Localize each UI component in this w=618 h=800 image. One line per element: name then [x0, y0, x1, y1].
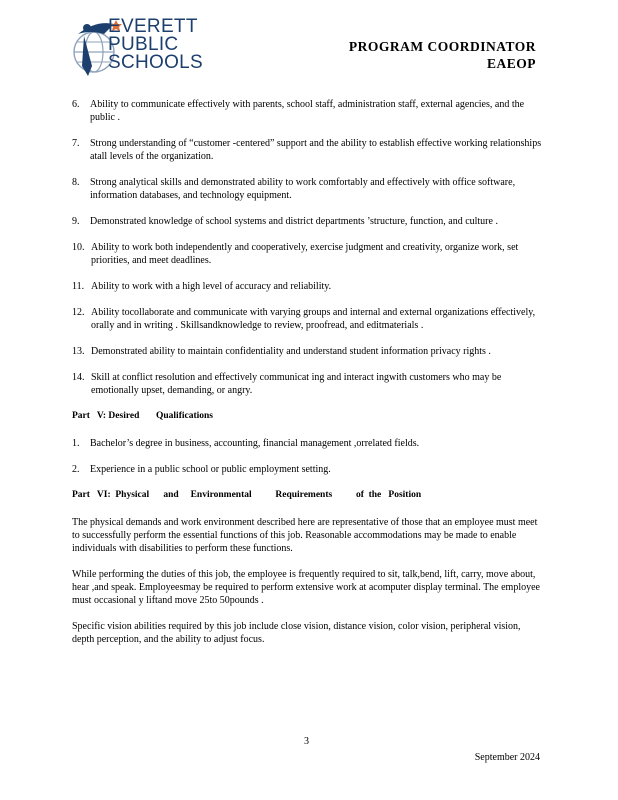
item-text: Ability to work both independently and cooperatively, exercise judgment and creativity, organize work, set priorities, and meet deadlines.: [91, 242, 519, 266]
desired-qualifications-list: [72, 437, 542, 476]
document-title: [349, 38, 536, 72]
item-number: 12.: [72, 307, 85, 318]
list-item: [72, 345, 542, 358]
logo-line-3: SCHOOLS: [108, 52, 204, 73]
item-text: Skill at conflict resolution and effectively communicat ing and interact ingwith customers who may be emotionally upset, demanding, or angry.: [91, 372, 502, 396]
list-item: [72, 176, 542, 202]
document-body: [72, 98, 542, 659]
item-text: Bachelor’s degree in business, accounting, financial management ,orrelated fields.: [90, 438, 420, 449]
paragraph: Specific vision abilities required by this job include close vision, distance vision, color vision, peripheral vision, depth perception, and the ability to adjust focus.: [72, 621, 521, 645]
paragraph: The physical demands and work environment described here are representative of those that an employee must meet to successfully perform the essential functions of this job. Reasonable accommodations may be made to enable individuals with disabilities to perform these functions.: [72, 517, 538, 554]
item-text: Ability to communicate effectively with parents, school staff, administration staff, external agencies, and the public .: [90, 99, 525, 123]
item-number: 8.: [72, 177, 80, 188]
item-number: 13.: [72, 346, 85, 357]
logo-line-1: EVERETT: [108, 16, 198, 37]
list-item: [72, 280, 542, 293]
list-item: [72, 306, 542, 332]
list-item: [72, 241, 542, 267]
list-item: [72, 137, 542, 163]
item-number: 2.: [72, 464, 80, 475]
item-text: Demonstrated ability to maintain confidentiality and understand student information privacy rights .: [91, 346, 491, 357]
item-number: 6.: [72, 99, 80, 110]
list-item: [72, 371, 542, 397]
item-number: 9.: [72, 216, 80, 227]
item-number: 7.: [72, 138, 80, 149]
list-item: [72, 437, 542, 450]
title-line-1: PROGRAM COORDINATOR: [348, 39, 536, 54]
item-text: Strong analytical skills and demonstrated ability to work comfortably and effectively with office software, information databases, and technology equipment.: [90, 177, 516, 201]
item-text: Ability tocollaborate and communicate with varying groups and internal and external organizations effectively, orally and in writing . Skillsandknowledge to review, proofread, and editmaterials .: [91, 307, 536, 331]
item-text: Strong understanding of “customer -centered” support and the ability to establish effective working relationships atall levels of the organization.: [90, 138, 542, 162]
list-item: [72, 463, 542, 476]
item-number: 11.: [72, 281, 85, 292]
paragraph: While performing the duties of this job, the employee is frequently required to sit, talk,bend, lift, carry, move about, hear ,and speak. Employeesmay be required to perform extensive work at acomputer display terminal. The employee must occasional y liftand move 25to 50pounds .: [72, 569, 540, 606]
logo-line-2: PUBLIC: [108, 34, 179, 55]
page-number: 3: [304, 736, 309, 747]
item-number: 14.: [72, 372, 85, 383]
title-line-2: EAEOP: [486, 56, 536, 71]
list-item: [72, 98, 542, 124]
section-heading-physical-requirements: Part VI: Physical and Environmental Requirements of the Position: [72, 490, 422, 500]
section-heading-desired-qualifications: Part V: Desired Qualifications: [72, 411, 214, 421]
item-text: Ability to work with a high level of accuracy and reliability.: [91, 281, 332, 292]
qualifications-list: [72, 98, 542, 397]
item-number: 10.: [72, 242, 85, 253]
list-item: [72, 215, 542, 228]
item-text: Experience in a public school or public employment setting.: [90, 464, 331, 475]
logo-wordmark: [108, 18, 203, 72]
item-number: 1.: [72, 438, 80, 449]
item-text: Demonstrated knowledge of school systems and district departments ’structure, function, and culture .: [90, 216, 498, 227]
everett-public-schools-logo: [70, 14, 240, 84]
footer-date: September 2024: [474, 752, 540, 763]
